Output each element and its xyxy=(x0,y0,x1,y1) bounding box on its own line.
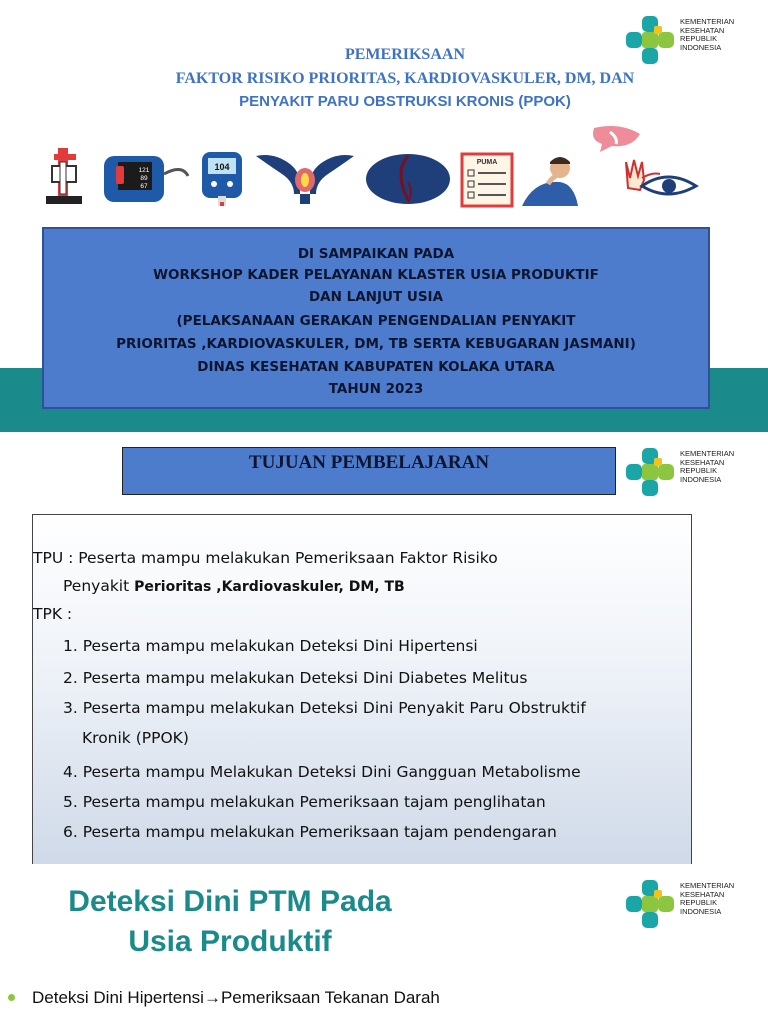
tpk-item: 6. Peserta mampu melakukan Pemeriksaan tajam pendengaran xyxy=(63,823,557,841)
slide-title-line-1: Deteksi Dini PTM Pada xyxy=(68,885,392,918)
slide-early-detection xyxy=(0,864,768,1024)
tpu-continuation: Penyakit Perioritas ,Kardiovaskuler, DM, TB xyxy=(63,577,405,595)
kemenkes-logo: KEMENTERIAN KESEHATAN REPUBLIK INDONESIA xyxy=(624,876,744,936)
info-line: WORKSHOP KADER PELAYANAN KLASTER USIA PRODUKTIF xyxy=(153,267,599,283)
slide-learning-objectives xyxy=(0,432,768,864)
stadiometer-icon xyxy=(44,148,86,206)
tpu-text: TPU : Peserta mampu melakukan Pemeriksaan Faktor Risiko xyxy=(33,549,498,567)
info-line: TAHUN 2023 xyxy=(328,381,424,397)
info-box xyxy=(42,227,710,409)
slide-title-line-2: Usia Produktif xyxy=(128,925,332,958)
uterus-icon xyxy=(254,150,356,208)
tpk-item: 1. Peserta mampu melakukan Deteksi Dini Hipertensi xyxy=(63,637,478,655)
bp-systolic: 121 xyxy=(138,167,150,174)
tpk-item-continuation: Kronik (PPOK) xyxy=(82,729,189,747)
cervix-icon xyxy=(364,152,452,206)
tpk-item: 5. Peserta mampu melakukan Pemeriksaan tajam penglihatan xyxy=(63,793,546,811)
title-line-3: PENYAKIT PARU OBSTRUKSI KRONIS (PPOK) xyxy=(239,93,571,110)
kemenkes-logo: KEMENTERIAN KESEHATAN REPUBLIK INDONESIA xyxy=(624,12,744,72)
slide-cover xyxy=(0,0,768,432)
info-line: DAN LANJUT USIA xyxy=(308,289,444,305)
info-line: (PELAKSANAAN GERAKAN PENGENDALIAN PENYAKIT xyxy=(176,313,576,329)
tpk-item: 2. Peserta mampu melakukan Deteksi Dini Diabetes Melitus xyxy=(63,669,528,687)
eye-hand-icon xyxy=(580,124,702,202)
title-line-2: FAKTOR RISIKO PRIORITAS, KARDIOVASKULER, DM, DAN xyxy=(175,70,635,87)
bp-diastolic: 89 xyxy=(140,175,148,182)
bp-pulse: 67 xyxy=(140,183,148,190)
checklist-icon xyxy=(458,150,516,208)
info-line: PRIORITAS ,KARDIOVASKULER, DM, TB SERTA KEBUGARAN JASMANI) xyxy=(116,336,636,352)
glucometer-value: 104 xyxy=(214,162,230,172)
glucometer-icon xyxy=(198,150,246,208)
blood-pressure-monitor-icon xyxy=(102,150,192,206)
tpk-item: 3. Peserta mampu melakukan Deteksi Dini Penyakit Paru Obstruktif xyxy=(63,699,586,717)
kemenkes-logo-icon xyxy=(624,12,680,68)
info-line: DINAS KESEHATAN KABUPATEN KOLAKA UTARA xyxy=(197,359,555,375)
person-ear-icon xyxy=(514,154,584,206)
info-line: DI SAMPAIKAN PADA xyxy=(297,246,455,262)
bullet-icon xyxy=(8,994,15,1001)
bullet-item: Deteksi Dini Hipertensi→Pemeriksaan Tekanan Darah xyxy=(32,988,440,1007)
medical-icon-row xyxy=(0,120,768,210)
kemenkes-logo-icon xyxy=(624,444,680,500)
objectives-content-box xyxy=(32,514,692,864)
kemenkes-logo-icon xyxy=(624,876,680,932)
checklist-header: PUMA xyxy=(476,159,498,166)
tpk-item: 4. Peserta mampu Melakukan Deteksi Dini Gangguan Metabolisme xyxy=(63,763,581,781)
learning-objectives-heading: TUJUAN PEMBELAJARAN xyxy=(122,447,616,495)
arrow-icon: → xyxy=(203,988,221,1007)
kemenkes-logo: KEMENTERIAN KESEHATAN REPUBLIK INDONESIA xyxy=(624,444,744,504)
title-line-1: PEMERIKSAAN xyxy=(344,46,465,63)
tpk-label: TPK : xyxy=(33,605,73,623)
